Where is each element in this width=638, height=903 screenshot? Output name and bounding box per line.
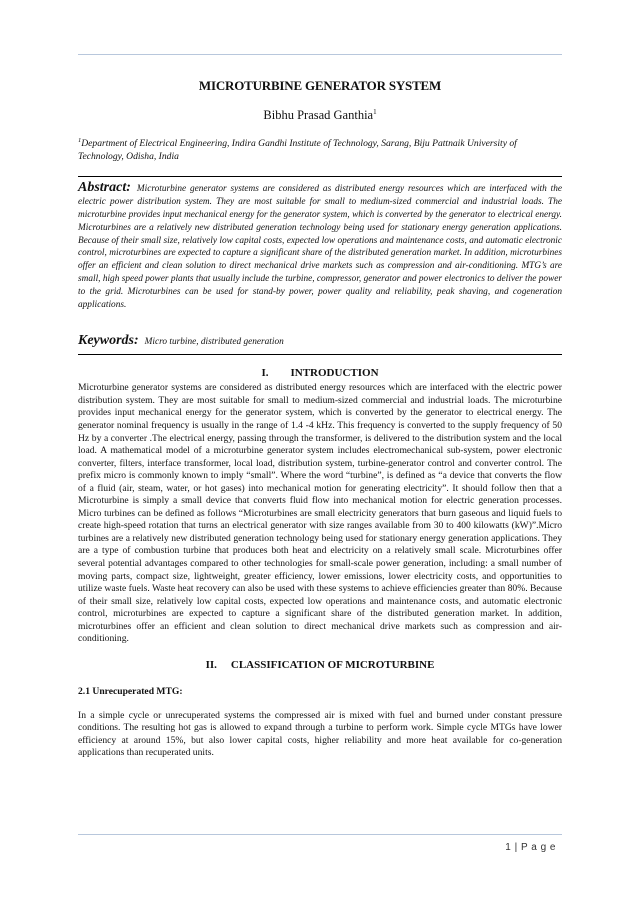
section-heading-classification	[78, 659, 562, 671]
page-number: 1 | P a g e	[505, 842, 556, 853]
section-title: CLASSIFICATION OF MICROTURBINE	[230, 658, 435, 671]
abstract-text: Microturbine generator systems are considered as distributed energy resources which are interfaced with the electric power distribution system. They are most suitable for small to medium-sized commercial and industrial loads. The microturbine provides input mechanical energy for the generator system, which is converted by the generator to electrical energy. Microturbines are a relatively new distributed generation technology being used for stationary energy generation applications. Because of their small size, relatively low capital costs, expected low operations and maintenance costs, and automatic electronic control, microturbines are expected to capture a significant share of the distributed generation market. In addition, microturbines offer an efficient and clean solution to direct mechanical drive markets such as compression and air-conditioning. MTG’s are small, high speed power plants that usually include the turbine, compressor, generator and power electronics to deliver the power to the grid. Microturbines can be used for stand-by power, power quality and reliability, peak shaving, and cogeneration applications.	[78, 184, 562, 310]
header-rule	[78, 54, 562, 55]
author-line	[78, 108, 562, 123]
footer-rule	[78, 834, 562, 835]
affiliation-text: Department of Electrical Engineering, Indira Gandhi Institute of Technology, Sarang, Biju Pattnaik University of Technology, Odisha, India	[78, 138, 517, 162]
section-title: INTRODUCTION	[290, 367, 379, 380]
subsection-heading: 2.1 Unrecuperated MTG:	[78, 685, 183, 697]
abstract-top-rule	[78, 176, 562, 177]
author-superscript: 1	[373, 108, 377, 116]
keywords	[78, 333, 562, 349]
section-number: II.	[205, 658, 217, 671]
keywords-label: Keywords:	[78, 333, 139, 349]
paper-title: MICROTURBINE GENERATOR SYSTEM	[198, 78, 442, 93]
unrecuperated-paragraph: In a simple cycle or unrecuperated systems the compressed air is mixed with fuel and burned under constant pressure conditions. The resulting hot gas is allowed to expand through a turbine to perform work. Simple cycle MTGs have lower efficiency at around 15%, but also lower capital costs, higher reliability and more heat available for co-generation applications than recuperated units.	[78, 709, 562, 759]
keywords-bottom-rule	[78, 354, 562, 355]
abstract-label: Abstract:	[78, 180, 131, 196]
author-name: Bibhu Prasad Ganthia	[263, 108, 374, 123]
section-heading-introduction	[78, 367, 562, 379]
introduction-paragraph: Microturbine generator systems are considered as distributed energy resources which are interfaced with the electric power distribution system. They are most suitable for small to medium-sized commercial and industrial loads. The microturbine provides input mechanical energy for the generator system, which is converted by the generator to electrical energy. The generator nominal frequency is usually in the range of 1.4 -4 kHz. This frequency is converted to the supply frequency of 50 Hz by a converter .The electrical energy, passing through the transformer, is delivered to the distribution system and the local load. A mathematical model of a microturbine generator system includes electromechanical sub-system, power electronic converter, filters, interface transformer, local load, distribution system, turbine-generator control and converter control. The prefix micro is commonly known to imply “small”. Where the word “turbine”, is defined as “a device that converts the flow of a fluid (air, steam, water, or hot gases) into mechanical motion for generating electricity”. It should follow then that a Microturbine is simply a small device that converts fluid flow into mechanical motion for electric generation processes. Micro turbines can be defined as follows “Microturbines are small electricity generators that burn gaseous and liquid fuels to create high-speed rotation that turns an electrical generator with size ranges available from 30 to 400 kilowatts (kW)”.Micro turbines are a relatively new distributed generation technology being used for stationary energy generation applications. They are a type of combustion turbine that produces both heat and electricity on a relatively small scale. Microturbines offer several potential advantages compared to other technologies for small-scale power generation, including: a small number of moving parts, compact size, lightweight, greater efficiency, lower emissions, lower electricity costs, and opportunities to utilize waste fuels. Waste heat recovery can also be used with these systems to achieve efficiencies greater than 80%. Because of their small size, relatively low capital costs, expected low operations and maintenance costs, and automatic electronic control, microturbines are expected to capture a significant share of the distributed generation market. In addition, microturbines offer an efficient and clean solution to direct mechanical drive markets such as compression and air-conditioning.	[78, 382, 562, 645]
affiliation	[78, 135, 562, 163]
affiliation-superscript: 1	[78, 137, 82, 145]
keywords-text: Micro turbine, distributed generation	[144, 337, 284, 348]
page-content	[78, 78, 562, 773]
abstract	[78, 182, 562, 311]
section-number: I.	[261, 367, 269, 380]
